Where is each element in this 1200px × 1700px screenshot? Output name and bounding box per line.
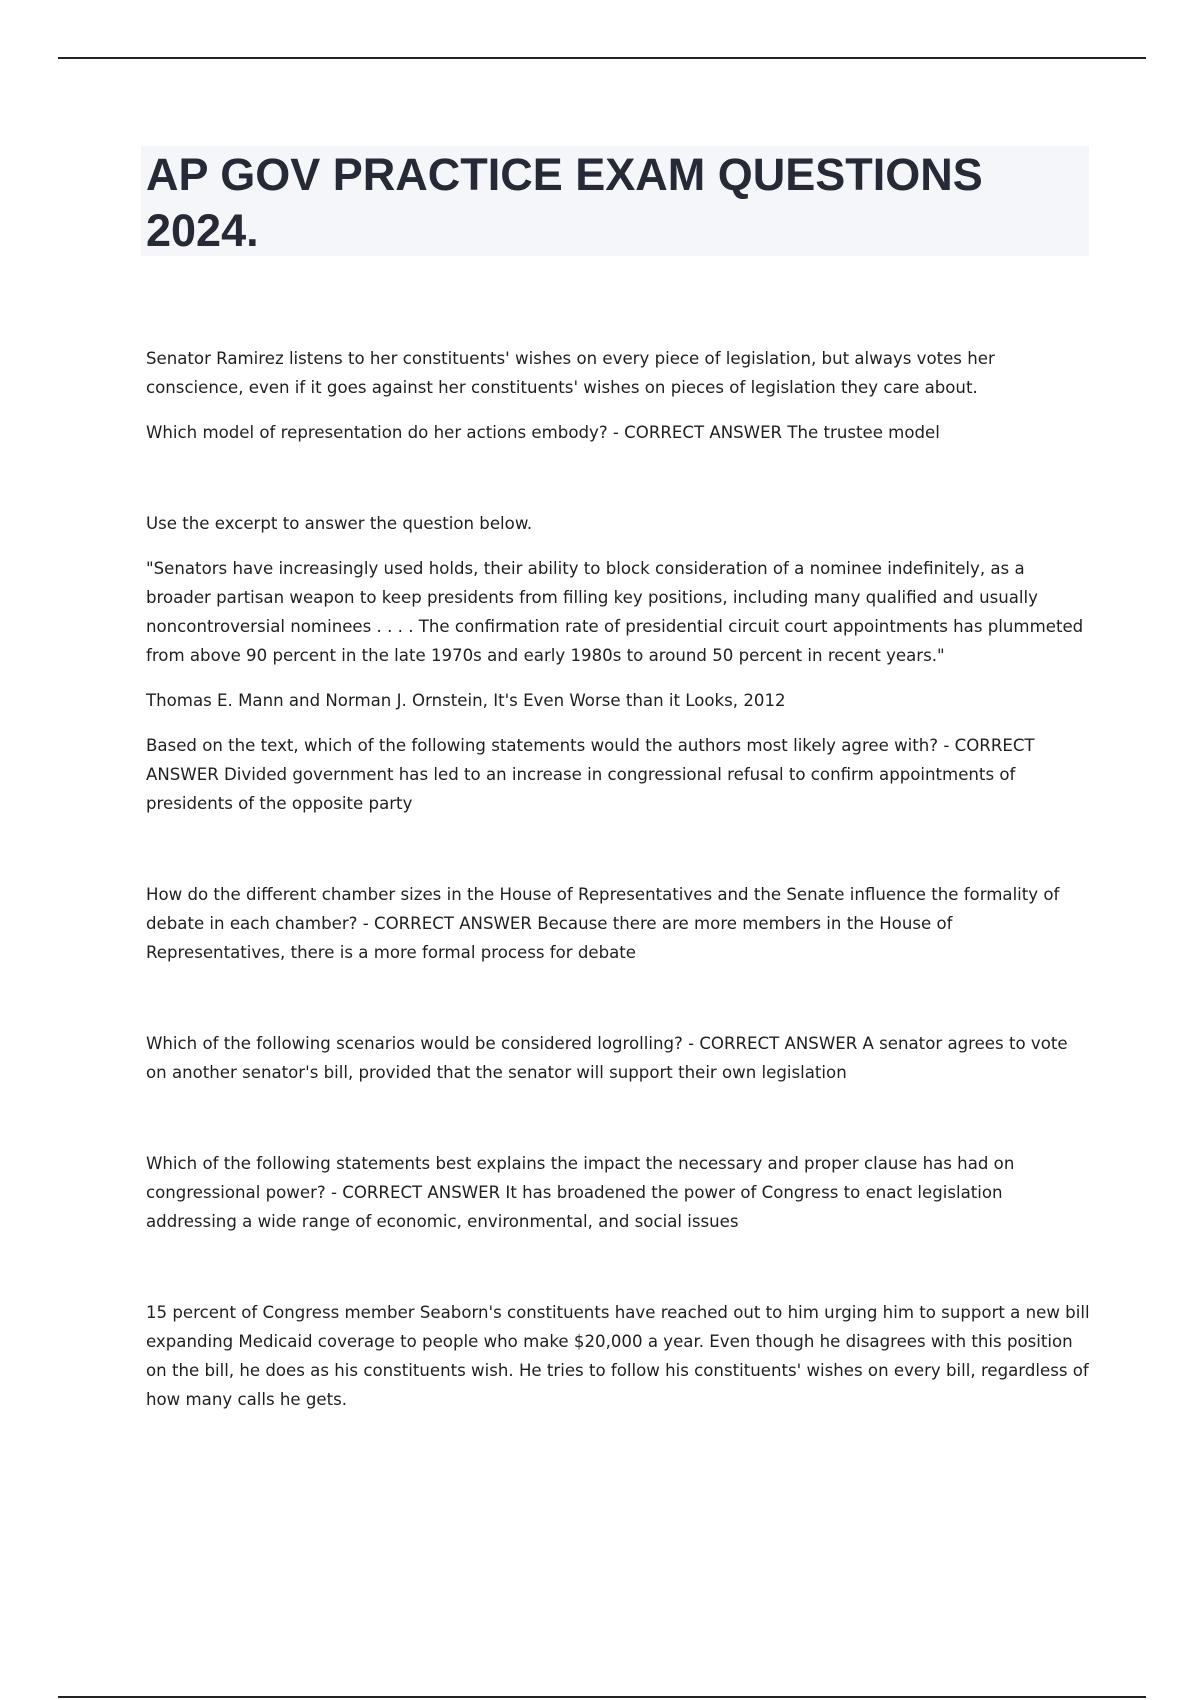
excerpt-quote: "Senators have increasingly used holds, their ability to block consideration of a nominee indefinitely, as a broader partisan weapon to keep presidents from filling key positions, including many qualified and usually noncontroversial nominees . . . . The confirmation rate of presidential circuit court appointments has plummeted from above 90 percent in the late 1970s and early 1980s to around 50 percent in recent years." (146, 559, 1084, 665)
answer-paragraph: Which of the following scenarios would be considered logrolling? - CORRECT ANSWER A senator agrees to vote on another senator's bill, provided that the senator will support their own legislation (146, 1034, 1068, 1082)
question-block-1 (146, 344, 1090, 447)
question-block-3 (146, 880, 1090, 967)
question-block-2 (146, 509, 1090, 818)
answer-paragraph: Based on the text, which of the following statements would the authors most likely agree with? - CORRECT ANSWER Divided government has led to an increase in congressional refusal to confirm appointments of presidents of the opposite party (146, 736, 1035, 813)
question-paragraph: 15 percent of Congress member Seaborn's constituents have reached out to him urging him to support a new bill expanding Medicaid coverage to people who make $20,000 a year. Even though he disagrees with this position on the bill, he does as his constituents wish. He tries to follow his constituents' wishes on every bill, regardless of how many calls he gets. (146, 1303, 1090, 1409)
document-title: AP GOV PRACTICE EXAM QUESTIONS 2024. (146, 149, 983, 256)
question-block-6 (146, 1298, 1090, 1414)
answer-paragraph: Which model of representation do her actions embody? - CORRECT ANSWER The trustee model (146, 423, 940, 442)
bottom-divider (58, 1696, 1146, 1698)
question-block-5 (146, 1149, 1090, 1236)
answer-paragraph: How do the different chamber sizes in the House of Representatives and the Senate influence the formality of debate in each chamber? - CORRECT ANSWER Because there are more members in the House of Representatives, there is a more formal process for debate (146, 885, 1060, 962)
instruction-paragraph: Use the excerpt to answer the question below. (146, 514, 533, 533)
question-paragraph: Senator Ramirez listens to her constituents' wishes on every piece of legislation, but always votes her conscience, even if it goes against her constituents' wishes on pieces of legislation they care about. (146, 349, 995, 397)
answer-paragraph: Which of the following statements best explains the impact the necessary and proper clause has had on congressional power? - CORRECT ANSWER It has broadened the power of Congress to enact legislation addressing a wide range of economic, environmental, and social issues (146, 1154, 1015, 1231)
excerpt-citation: Thomas E. Mann and Norman J. Ornstein, It's Even Worse than it Looks, 2012 (146, 691, 786, 710)
question-block-4 (146, 1029, 1090, 1087)
top-divider (58, 57, 1146, 59)
document-body (146, 344, 1090, 1430)
